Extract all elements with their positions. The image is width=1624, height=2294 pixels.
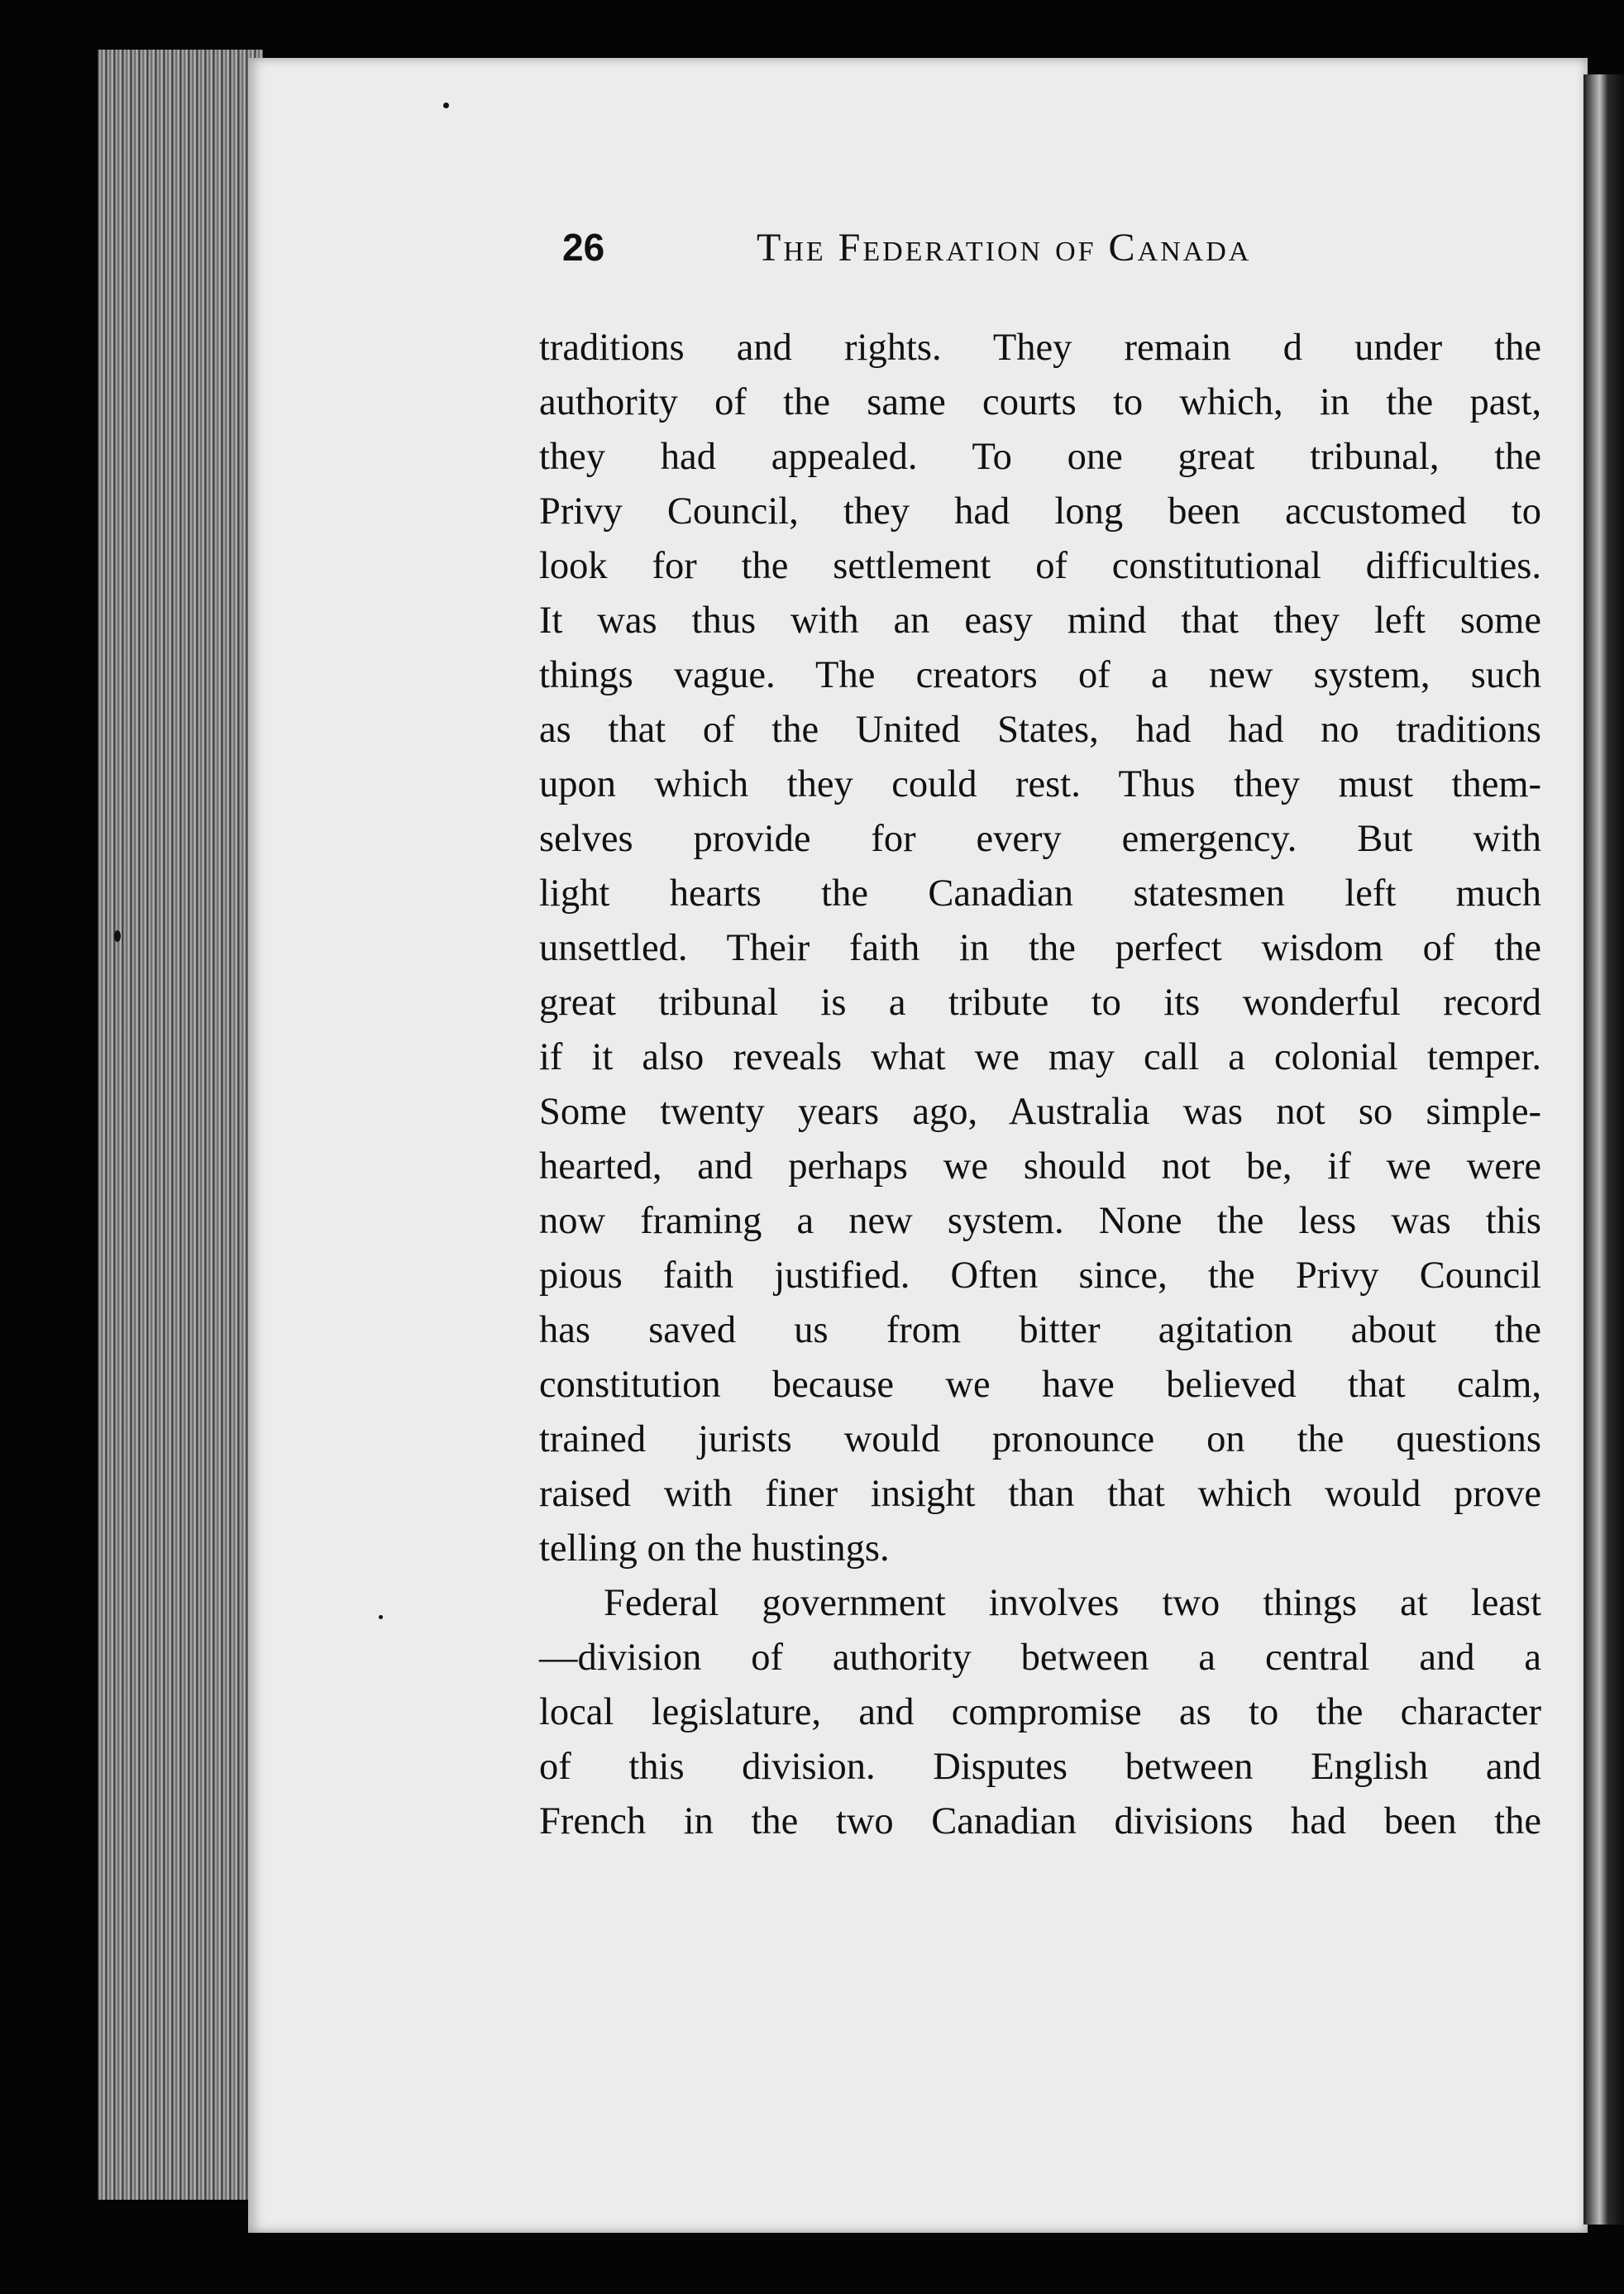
page-header (562, 225, 1356, 283)
running-title: The Federation of Canada (757, 226, 1252, 270)
dust-speck (443, 103, 449, 108)
dust-speck (379, 1615, 383, 1619)
text-line: light hearts the Canadian statesmen left much (539, 872, 1541, 915)
text-line: great tribunal is a tribute to its wonderful record (539, 982, 1541, 1024)
page-stack-edges (98, 50, 263, 2200)
text-line: hearted, and perhaps we should not be, if we were (539, 1145, 1541, 1188)
text-line: French in the two Canadian divisions had been the (539, 1800, 1541, 1842)
text-line: unsettled. Their faith in the perfect wisdom of the (539, 927, 1541, 969)
text-line: Privy Council, they had long been accustomed to (539, 490, 1541, 533)
text-line: local legislature, and compromise as to the character (539, 1691, 1541, 1733)
text-line: upon which they could rest. Thus they must them- (539, 763, 1541, 805)
text-line: Some twenty years ago, Australia was not so simple- (539, 1091, 1541, 1133)
text-line: It was thus with an easy mind that they left some (539, 600, 1541, 642)
text-line: authority of the same courts to which, in the past, (539, 381, 1541, 423)
dust-speck (114, 930, 121, 942)
body-text (539, 321, 1541, 1849)
text-line: Federal government involves two things at least (604, 1582, 1541, 1624)
book-right-edge (1583, 74, 1624, 2225)
page-number: 26 (562, 226, 605, 269)
text-line: raised with finer insight than that which would prove (539, 1473, 1541, 1515)
text-line: if it also reveals what we may call a colonial temper. (539, 1036, 1541, 1078)
text-line: trained jurists would pronounce on the questions (539, 1418, 1541, 1460)
paragraph (539, 1576, 1541, 1849)
text-line: pious faith justified. Often since, the Privy Council (539, 1255, 1541, 1297)
text-line: —division of authority between a central and a (539, 1637, 1541, 1679)
text-line: as that of the United States, had had no traditions (539, 709, 1541, 751)
text-line: telling on the hustings. (539, 1527, 890, 1570)
text-line: now framing a new system. None the less was this (539, 1200, 1541, 1242)
paragraph (539, 321, 1541, 1576)
text-line: of this division. Disputes between English and (539, 1746, 1541, 1788)
text-line: has saved us from bitter agitation about the (539, 1309, 1541, 1351)
text-line: things vague. The creators of a new system, such (539, 654, 1541, 696)
text-line: traditions and rights. They remain d under the (539, 327, 1541, 369)
text-line: they had appealed. To one great tribunal, the (539, 436, 1541, 478)
text-line: constitution because we have believed that calm, (539, 1364, 1541, 1406)
text-line: selves provide for every emergency. But with (539, 818, 1541, 860)
text-line: look for the settlement of constitutional difficulties. (539, 545, 1541, 587)
